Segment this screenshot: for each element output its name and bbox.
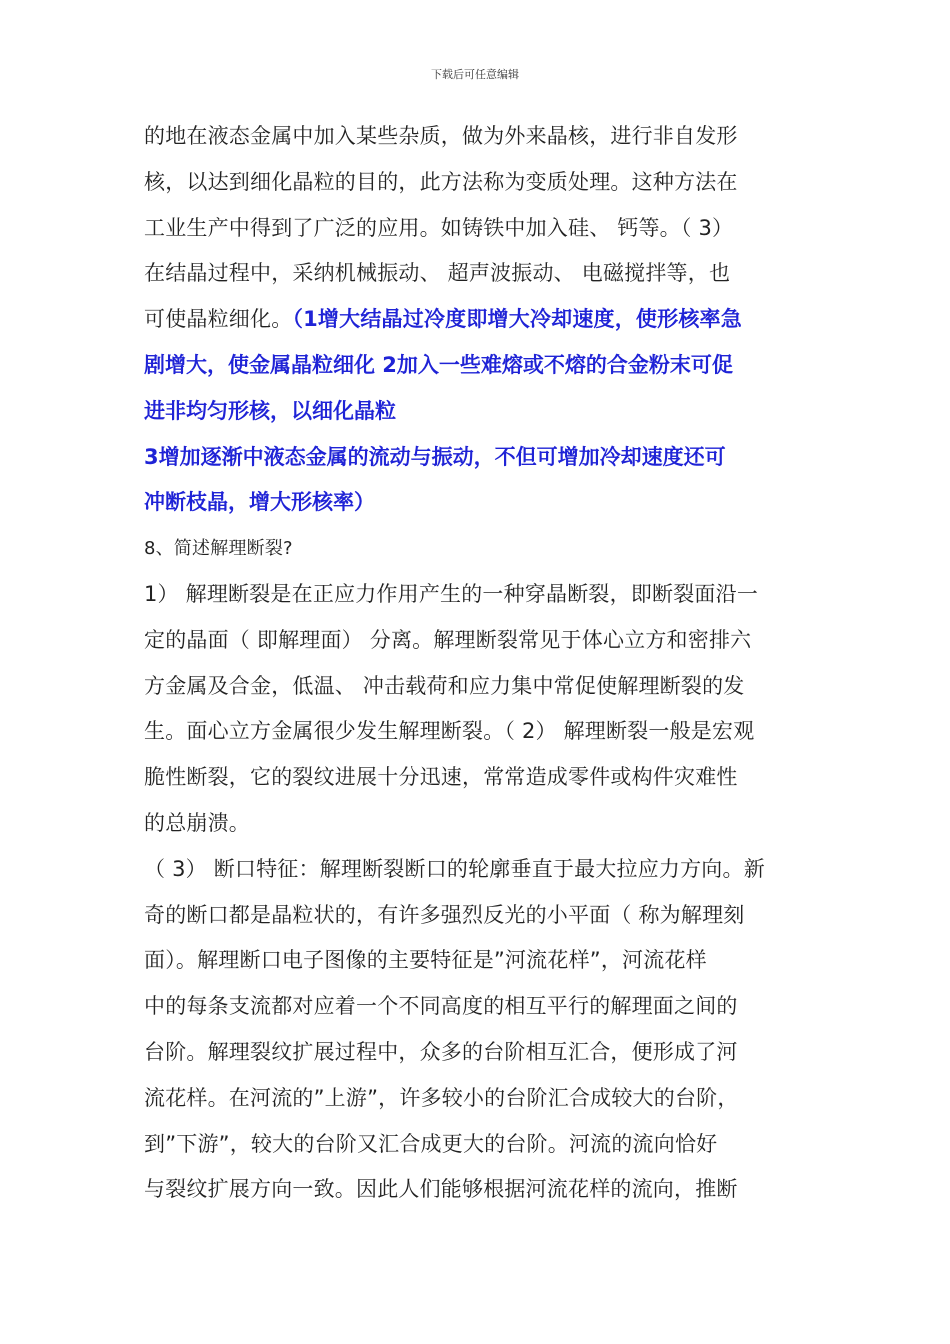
paragraph-line: 到”下游”，较大的台阶又汇合成更大的台阶。河流的流向恰好	[144, 1131, 718, 1156]
answer-line: 冲断枝晶，增大形核率）	[144, 490, 375, 515]
paragraph-line: 面）。解理断口电子图像的主要特征是”河流花样”，河流花样	[144, 948, 707, 973]
paragraph-line: 台阶。解理裂纹扩展过程中，众多的台阶相互汇合，便形成了河	[144, 1039, 738, 1064]
paragraph-line: 生。面心立方金属很少发生解理断裂。（ 2） 解理断裂一般是宏观	[144, 719, 755, 744]
paragraph-line: 与裂纹扩展方向一致。因此人们能够根据河流花样的流向，推断	[144, 1177, 738, 1202]
answer-text: （1增大结晶过冷度即增大冷却速度，使形核率急	[292, 307, 742, 332]
answer-line: 剧增大，使金属晶粒细化 2加入一些难熔或不熔的合金粉末可促	[144, 352, 733, 377]
answer-line: 3增加逐渐中液态金属的流动与振动，不但可增加冷却速度还可	[144, 444, 726, 469]
paragraph-line: 1） 解理断裂是在正应力作用产生的一种穿晶断裂，即断裂面沿一	[144, 581, 759, 606]
paragraph-line: 工业生产中得到了广泛的应用。如铸铁中加入硅、 钙等。（ 3）	[144, 215, 734, 240]
answer-line: 进非均匀形核，以细化晶粒	[144, 398, 396, 423]
paragraph-line: 奇的断口都是晶粒状的，有许多强烈反光的小平面（ 称为解理刻	[144, 902, 745, 927]
paragraph-line: 的总崩溃。	[144, 810, 250, 835]
paragraph-line: 定的晶面（ 即解理面） 分离。解理断裂常见于体心立方和密排六	[144, 627, 752, 652]
paragraph-line: （ 3） 断口特征：解理断裂断口的轮廓垂直于最大拉应力方向。新	[144, 856, 765, 881]
paragraph-line: 的地在液态金属中加入某些杂质，做为外来晶核，进行非自发形	[144, 124, 738, 148]
paragraph-line: 方金属及合金，低温、 冲击载荷和应力集中常促使解理断裂的发	[144, 673, 745, 698]
paragraph-line: 流花样。在河流的”上游”，许多较小的台阶汇合成较大的台阶，	[144, 1085, 739, 1110]
paragraph-line: 核，以达到细化晶粒的目的，此方法称为变质处理。这种方法在	[144, 169, 738, 194]
paragraph-line: 在结晶过程中，采纳机械振动、 超声波振动、 电磁搅拌等，也	[144, 261, 731, 286]
paragraph-line: 脆性断裂，它的裂纹进展十分迅速，常常造成零件或构件灾难性	[144, 765, 738, 790]
question-heading: 8、简述解理断裂?	[144, 538, 293, 560]
paragraph-line: 中的每条支流都对应着一个不同高度的相互平行的解理面之间的	[144, 994, 738, 1019]
paragraph-text: 可使晶粒细化。	[144, 307, 293, 332]
document-body	[144, 114, 812, 1213]
page-header: 下载后可任意编辑	[431, 68, 519, 81]
paragraph-line	[144, 297, 812, 343]
